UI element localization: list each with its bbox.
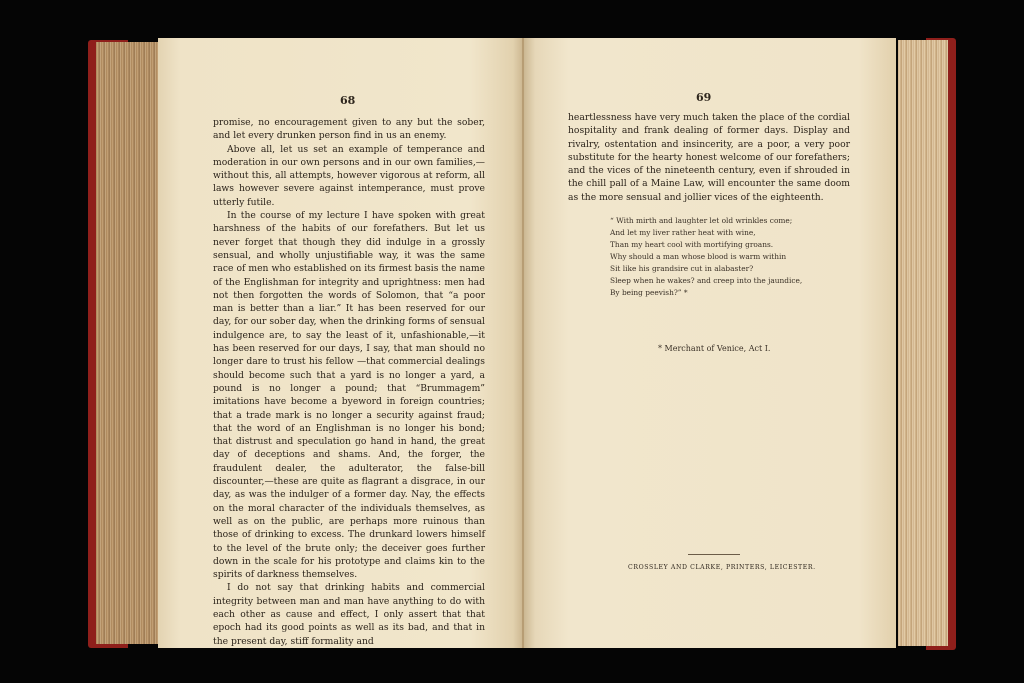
paragraph: heartlessness have very much taken the place of the cordial hospitality and frank dealing of former days. Display and rivalry, ostentation and insincerity, are a poor, a very poor substitute for the hearty honest welcome of our forefathers; and the vices of the nineteenth century, even if shrouded in the chill pall of a Maine Law, will encounter the same doom as the more sensual and jollier vices of the eighteenth.: [568, 112, 850, 203]
poem-line: Sit like his grandsire cut in alabaster?: [610, 264, 754, 273]
page-edges-right: [898, 40, 948, 646]
left-page-text: [213, 116, 485, 648]
poem-line: Why should a man whose blood is warm within: [610, 252, 787, 261]
poem-line: And let my liver rather heat with wine,: [610, 228, 756, 237]
poem-line: Sleep when he wakes? and creep into the jaundice,: [610, 276, 803, 285]
left-page: [158, 38, 524, 648]
poem-quotation: [610, 215, 850, 299]
page-number: 69: [696, 91, 712, 104]
page-number: 68: [340, 94, 356, 107]
paragraph: promise, no encouragement given to any but the sober, and let every drunken person find in us an enemy.: [213, 117, 485, 142]
poem-line: Than my heart cool with mortifying groans.: [610, 240, 774, 249]
page-edges-left: [96, 42, 162, 644]
right-page-text: [568, 111, 850, 204]
paragraph: Above all, let us set an example of temperance and moderation in our own persons and in our own families,—without this, all attempts, however vigorous at reform, all laws however severe against intemperance, must prove utterly futile.: [213, 143, 485, 208]
right-page: [524, 38, 896, 648]
paragraph: In the course of my lecture I have spoken with great harshness of the habits of our forefathers. But let us never forget that though they did indulge in a grossly sensual, and wholly unjustifiable way, it was the same race of men who established on its firmest basis the name of the Englishman for integrity and uprightness: men had not then forgotten the words of Solomon, that “a poor man is better than a liar.” It has been reserved for our day, for our sober day, when the drinking forms of sensual indulgence are, to say the least of it, unfashionable,—it has been reserved for our days, I say, that man should no longer dare to trust his fellow —that commercial dealings should become such that a yard is no longer a yard, a pound is no longer a pound; that “Brummagem” imitations have become a byeword in foreign countries; that a trade mark is no longer a security against fraud; that the word of an Englishman is no longer his bond; that distrust and speculation go hand in hand, the great day of deceptions and shams. And, the forger, the fraudulent dealer, the adulterator, the false-bill discounter,—these are quite as flagrant a disgrace, in our day, as was the indulger of a former day. Nay, the effects on the moral character of the individuals themselves, as well as on the public, are perhaps more ruinous than those of drinking to excess. The drunkard lowers himself to the level of the brute only; the deceiver goes further down in the scale for his prototype and claims kin to the spirits of darkness themselves.: [213, 210, 485, 581]
open-book: [88, 38, 956, 650]
poem-line: “ With mirth and laughter let old wrinkles come;: [610, 216, 793, 225]
printer-imprint: CROSSLEY AND CLARKE, PRINTERS, LEICESTER.: [628, 564, 816, 571]
poem-line: By being peevish?” *: [610, 288, 688, 297]
divider: [688, 554, 740, 555]
paragraph: I do not say that drinking habits and commercial integrity between man and man have anything to do with each other as cause and effect, I only assert that that epoch had its good points as well as its bad, and that in the present day, stiff formality and: [213, 582, 485, 647]
footnote: * Merchant of Venice, Act I.: [658, 344, 771, 353]
